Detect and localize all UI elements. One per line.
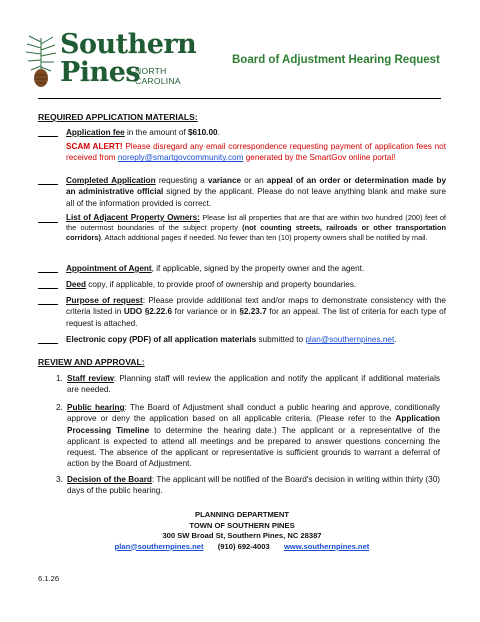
scam-alert-notice	[38, 141, 446, 164]
checkbox-line[interactable]	[38, 263, 58, 273]
electronic-copy-label: Electronic copy (PDF) of all application materials	[66, 335, 257, 344]
checklist-item-purpose	[38, 295, 446, 329]
application-text-1: requesting a	[155, 176, 208, 185]
header-divider	[38, 98, 441, 99]
fee-text: in the amount of	[124, 128, 188, 137]
electronic-text: submitted to	[256, 335, 306, 344]
appeal-term: appeal of an order or determination made by an administrative official	[66, 176, 446, 197]
checkbox-line[interactable]	[38, 279, 58, 289]
smartgov-email-link[interactable]: noreply@smartgovcommunity.com	[117, 153, 244, 163]
section-reference: §2.23.7	[239, 307, 267, 317]
purpose-text-3: for an appeal. The list of criteria for each type of request is attached.	[66, 307, 446, 328]
review-approval-heading: REVIEW AND APPROVAL:	[38, 357, 145, 367]
public-hearing-label: Public hearing	[67, 403, 125, 412]
decision-label: Decision of the Board	[67, 475, 152, 484]
logo-wordmark-southern: Southern	[60, 29, 197, 60]
staff-review-label: Staff review	[67, 374, 114, 383]
document-title: Board of Adjustment Hearing Request	[232, 54, 440, 66]
staff-review-text: : Planning staff will review the application and notify the applicant if additional materials are needed.	[67, 374, 440, 395]
purpose-text-1: : Please provide additional text and/or maps to demonstrate consistency with the criteria listed in	[66, 296, 446, 317]
town-name: TOWN OF SOUTHERN PINES	[189, 520, 295, 530]
checkbox-line[interactable]	[38, 295, 58, 305]
planning-email-link[interactable]: plan@southernpines.net	[305, 335, 395, 344]
street-address: 300 SW Broad St, Southern Pines, NC 28387	[162, 531, 322, 540]
hearing-text-1: : The Board of Adjustment shall conduct a public hearing and approve, conditionally approve or deny the application based on all applicable criteria. (Please refer to the	[67, 403, 440, 424]
application-label: Completed Application	[66, 176, 156, 185]
review-step-decision	[56, 474, 440, 497]
deed-text: copy, if applicable, to provide proof of ownership and property boundaries.	[86, 280, 357, 289]
pinecone-icon	[26, 34, 56, 90]
checkbox-line[interactable]	[38, 127, 58, 137]
required-materials-heading: REQUIRED APPLICATION MATERIALS:	[38, 112, 198, 122]
checklist-item-fee	[38, 127, 446, 138]
fee-end: .	[217, 128, 220, 137]
deed-label: Deed	[66, 280, 87, 289]
checklist-item-application	[38, 175, 446, 209]
purpose-label: Purpose of request	[66, 296, 143, 305]
logo-state-tag	[135, 66, 181, 86]
checklist-item-agent	[38, 263, 446, 274]
electronic-end: .	[394, 335, 397, 344]
revision-date: 6.1.26	[38, 574, 60, 583]
logo-tag-north: NORTH	[135, 66, 167, 76]
review-step-staff	[56, 373, 440, 396]
contact-footer	[38, 510, 446, 552]
fee-amount: $610.00	[187, 128, 218, 137]
checklist-item-deed	[38, 279, 446, 290]
adjacent-owners-label: List of Adjacent Property Owners:	[66, 213, 200, 222]
adjacent-text-1: Please list all properties that are that are within two hundred (200) feet of the outermost boundaries of the subject property	[66, 213, 446, 232]
adjacent-exclusions: (not counting streets, railroads or other transportation corridors)	[66, 223, 446, 242]
scam-text-1: Please disregard any email correspondence requesting payment of application fees not received from	[66, 142, 446, 163]
footer-email-link[interactable]: plan@southernpines.net	[114, 541, 204, 551]
checklist-item-adjacent-owners	[38, 213, 446, 243]
agent-text: , if applicable, signed by the property owner and the agent.	[151, 264, 365, 273]
contact-line	[38, 542, 446, 553]
town-logo	[26, 30, 196, 92]
step-number: 3.	[56, 475, 63, 484]
timeline-reference: Application Processing Timeline	[67, 414, 440, 435]
adjacent-text-2: . Attach additional pages if needed. No fewer than ten (10) property owners shall be notified by mail.	[100, 233, 428, 242]
variance-term: variance	[207, 176, 242, 185]
checklist-item-electronic	[38, 334, 446, 345]
department-name: PLANNING DEPARTMENT	[195, 510, 289, 519]
checkbox-line[interactable]	[38, 213, 58, 223]
checkbox-line[interactable]	[38, 175, 58, 185]
hearing-text-2: to determine the hearing date.) The applicant or a representative of the applicant is expected to attend all meetings and be prepared to answer questions concerning the request. The absence of the applicant or representative is sufficient grounds to warrant a deferral of action by the Board of Adjustment.	[67, 425, 441, 469]
website-link[interactable]: www.southernpines.net	[283, 541, 370, 551]
purpose-text-2: for variance or in	[172, 307, 240, 317]
logo-wordmark-pines: Pines	[60, 57, 141, 88]
scam-text-2: generated by the SmartGov online portal!	[243, 153, 396, 163]
udo-reference: UDO §2.22.6	[123, 307, 173, 317]
phone-number: (910) 692-4003	[217, 541, 270, 551]
step-number: 1.	[56, 374, 63, 383]
checkbox-line[interactable]	[38, 334, 58, 344]
review-step-hearing	[56, 402, 440, 470]
application-text-3: signed by the applicant. Please do not leave anything blank and make sure all of the information provided is correct.	[66, 187, 446, 208]
fee-label: Application fee	[66, 128, 125, 137]
application-text-2: or an	[241, 176, 267, 185]
decision-text: : The applicant will be notified of the Board's decision in writing within thirty (30) days of the public hearing.	[67, 475, 440, 496]
step-number: 2.	[56, 403, 63, 412]
logo-tag-carolina: CAROLINA	[135, 76, 181, 86]
scam-alert-label: SCAM ALERT!	[66, 142, 123, 151]
agent-label: Appointment of Agent	[66, 264, 152, 273]
